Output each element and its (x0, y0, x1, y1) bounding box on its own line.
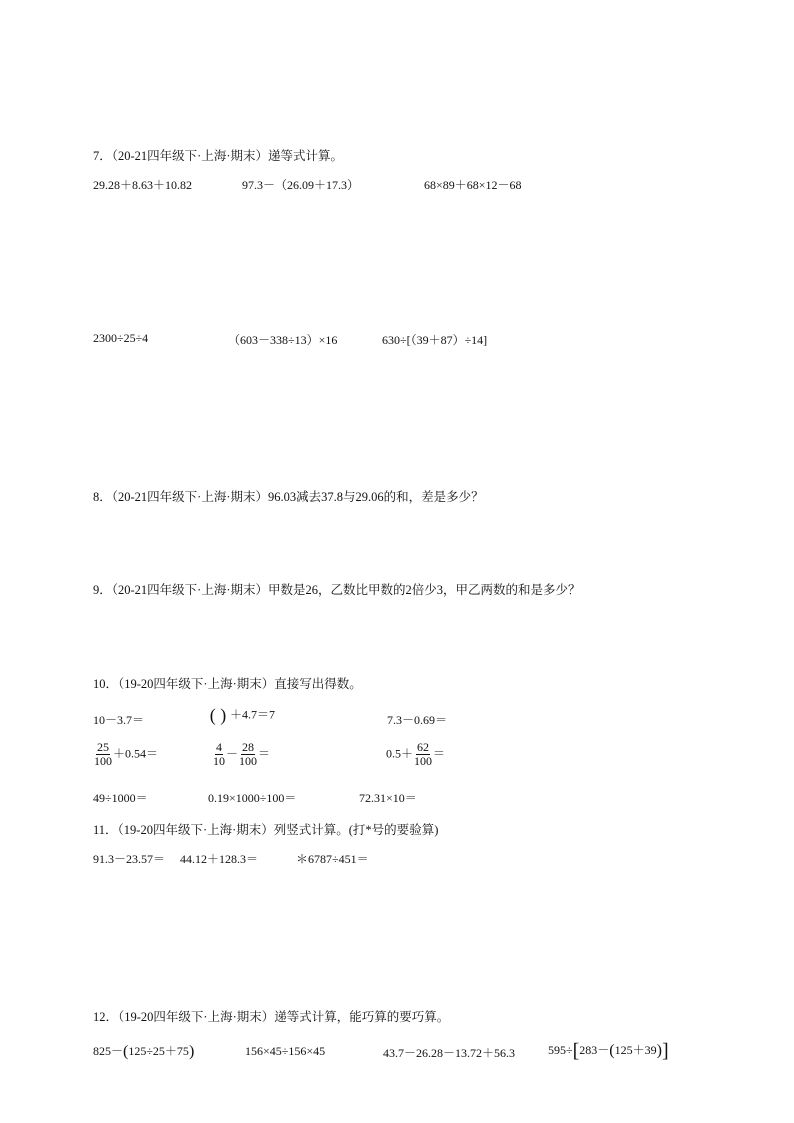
fraction (413, 741, 433, 768)
q12-expr-4-a: 283－ (579, 1043, 610, 1057)
fraction (238, 741, 258, 768)
q8-title: 8．（20-21四年级下·上海·期末）96.03减去37.8与29.06的和，差是多少？ (93, 490, 484, 504)
q10-item-4 (93, 741, 158, 768)
q7-expr-3: 68×89＋68×12－68 (424, 178, 522, 192)
q10-item-5 (212, 741, 270, 768)
q10-item-9: 72.31×10＝ (359, 791, 417, 805)
fraction-denominator: 10 (213, 754, 225, 768)
q10-item-7: 49÷1000＝ (93, 791, 148, 805)
q11-title: 11．（19-20四年级下·上海·期末）列竖式计算。(打*号的要验算) (93, 823, 439, 837)
fraction (93, 741, 113, 768)
q10-item-6-pre: 0.5＋ (386, 746, 414, 761)
q12-expr-1-inner: 125÷25＋75 (128, 1044, 189, 1058)
left-bracket: [ (572, 1040, 580, 1062)
answer-paren: ( ) (209, 705, 227, 725)
left-paren: ( (123, 1043, 129, 1060)
q7-expr-2: 97.3－（26.09＋17.3） (242, 178, 360, 192)
q10-item-8: 0.19×1000÷100＝ (208, 791, 297, 805)
q10-item-5-rest: ＝ (258, 746, 271, 761)
q10-item-3: 7.3－0.69＝ (387, 713, 448, 727)
fraction-numerator: 25 (97, 740, 109, 754)
q7-title: 7．（20-21四年级下·上海·期末）递等式计算。 (93, 149, 343, 163)
q7-expr-5: （603－338÷13）×16 (228, 333, 338, 347)
fraction (212, 741, 226, 768)
fraction-numerator: 62 (417, 740, 430, 754)
q10-item-1: 10－3.7＝ (93, 713, 145, 727)
q10-item-6 (386, 741, 445, 768)
q10-item-4-rest: ＋0.54＝ (113, 746, 159, 761)
q11-item-3: ＊6787÷451＝ (296, 852, 369, 866)
q12-expr-3: 43.7－26.28－13.72＋56.3 (383, 1046, 516, 1060)
q10-item-6-rest: ＝ (433, 746, 446, 761)
fraction-denominator: 100 (239, 754, 258, 768)
q10-item-2-rest: ＋4.7＝7 (230, 707, 276, 722)
q9-title: 9．（20-21四年级下·上海·期末）甲数是26，乙数比甲数的2倍少3，甲乙两数的和是多少？ (93, 583, 581, 597)
fraction-numerator: 28 (242, 740, 255, 754)
q7-expr-4: 2300÷25÷4 (93, 331, 149, 345)
right-paren: ) (188, 1043, 195, 1060)
q12-expr-4 (548, 1040, 669, 1063)
left-paren: ( (609, 1042, 615, 1059)
fraction-numerator: 4 (216, 740, 222, 754)
q10-title: 10．（19-20四年级下·上海·期末）直接写出得数。 (93, 677, 362, 691)
q12-expr-1 (93, 1042, 194, 1061)
q12-expr-1-pre: 825－ (93, 1044, 124, 1058)
q12-expr-4-inner: 125＋39 (614, 1043, 657, 1057)
q11-item-2: 44.12＋128.3＝ (180, 852, 259, 866)
q12-expr-4-pre: 595÷ (548, 1043, 573, 1057)
operator: － (226, 746, 239, 761)
q11-item-1: 91.3－23.57＝ (93, 852, 166, 866)
q7-expr-1: 29.28＋8.63＋10.82 (93, 178, 193, 192)
q12-title: 12．（19-20四年级下·上海·期末）递等式计算，能巧算的要巧算。 (93, 1010, 450, 1024)
q10-item-2 (206, 705, 275, 726)
fraction-denominator: 100 (94, 754, 112, 768)
q12-expr-2: 156×45÷156×45 (245, 1044, 326, 1058)
fraction-denominator: 100 (414, 754, 433, 768)
right-paren: ) (656, 1042, 662, 1059)
q7-expr-6: 630÷[（39＋87）÷14] (382, 333, 488, 347)
right-bracket: ] (661, 1040, 669, 1062)
